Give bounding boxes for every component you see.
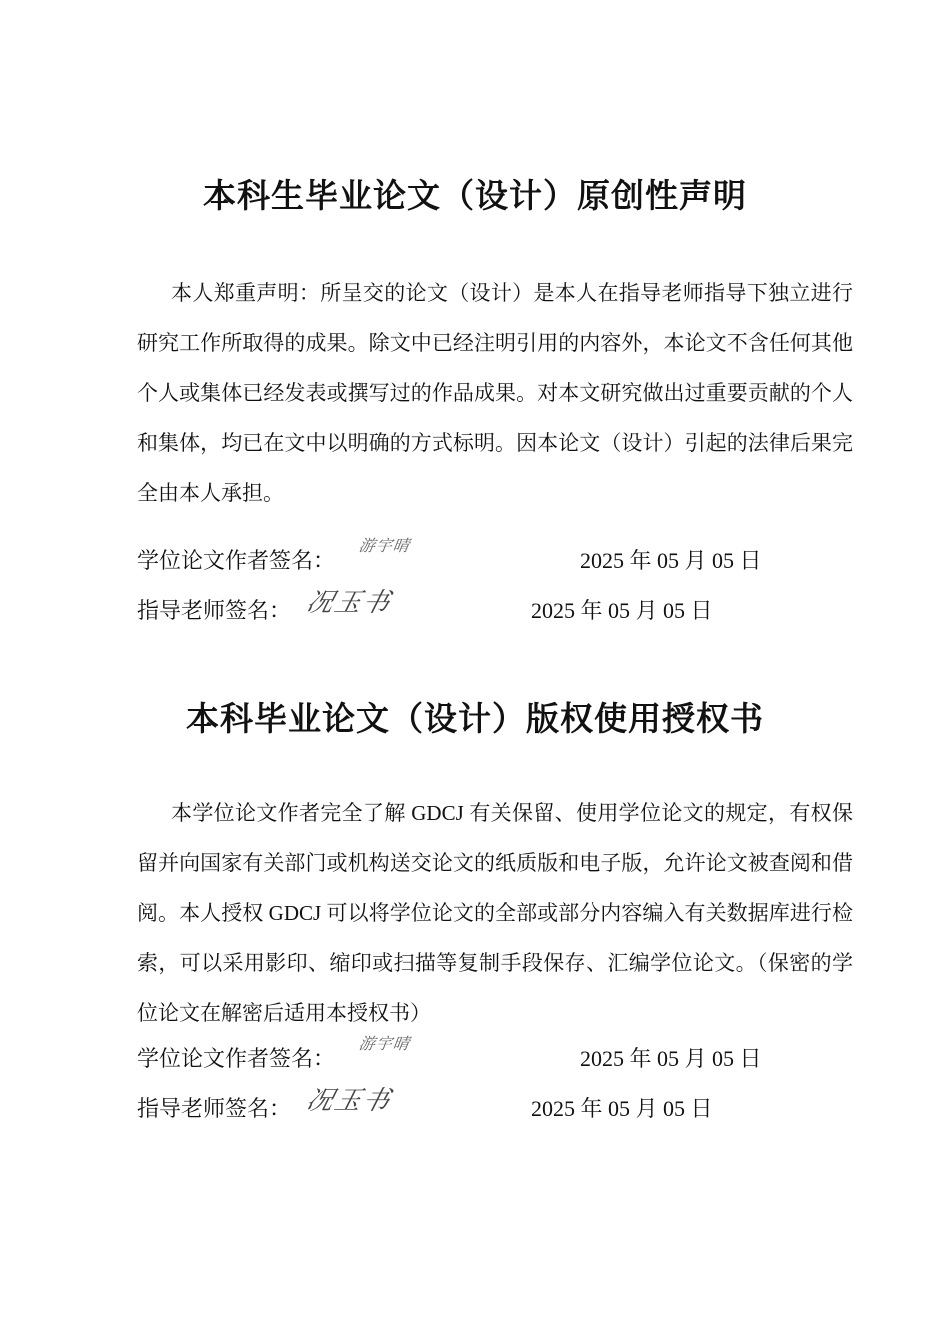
advisor-signature-date: 2025 年 05 月 05 日	[531, 1096, 713, 1121]
advisor-signature-label: 指导老师签名：	[137, 598, 292, 623]
author-signature-label: 学位论文作者签名：	[137, 548, 336, 573]
originality-paragraph: 本人郑重声明：所呈交的论文（设计）是本人在指导老师指导下独立进行研究工作所取得的成果。除文中已经注明引用的内容外，本论文不含任何其他个人或集体已经发表或撰写过的作品成果。对本文研究做出过重要贡献的个人和集体，均已在文中以明确的方式标明。因本论文（设计）引起的法律后果完全由本人承担。	[137, 281, 853, 505]
author-signature-label: 学位论文作者签名：	[137, 1046, 336, 1071]
author-signature-date: 2025 年 05 月 05 日	[580, 548, 762, 573]
author-signature-date: 2025 年 05 月 05 日	[580, 1046, 762, 1071]
originality-title: 本科生毕业论文（设计）原创性声明	[203, 176, 747, 215]
advisor-handwritten-signature: 况玉书	[303, 588, 395, 618]
advisor-handwritten-signature: 况玉书	[303, 1086, 395, 1116]
author-handwritten-signature: 游宇晴	[357, 1034, 412, 1053]
copyright-paragraph: 本学位论文作者完全了解 GDCJ 有关保留、使用学位论文的规定，有权保留并向国家有关部门或机构送交论文的纸质版和电子版，允许论文被查阅和借阅。本人授权 GDCJ 可以将学位论文的全部或部分内容编入有关数据库进行检索，可以采用影印、缩印或扫描等复制手段保存、汇编学位论文。（保密的学位论文在解密后适用本授权书）	[137, 801, 853, 1025]
author-handwritten-signature: 游宇晴	[357, 536, 412, 555]
advisor-signature-label: 指导老师签名：	[137, 1096, 292, 1121]
copyright-title: 本科毕业论文（设计）版权使用授权书	[186, 699, 764, 738]
advisor-signature-date: 2025 年 05 月 05 日	[531, 598, 713, 623]
